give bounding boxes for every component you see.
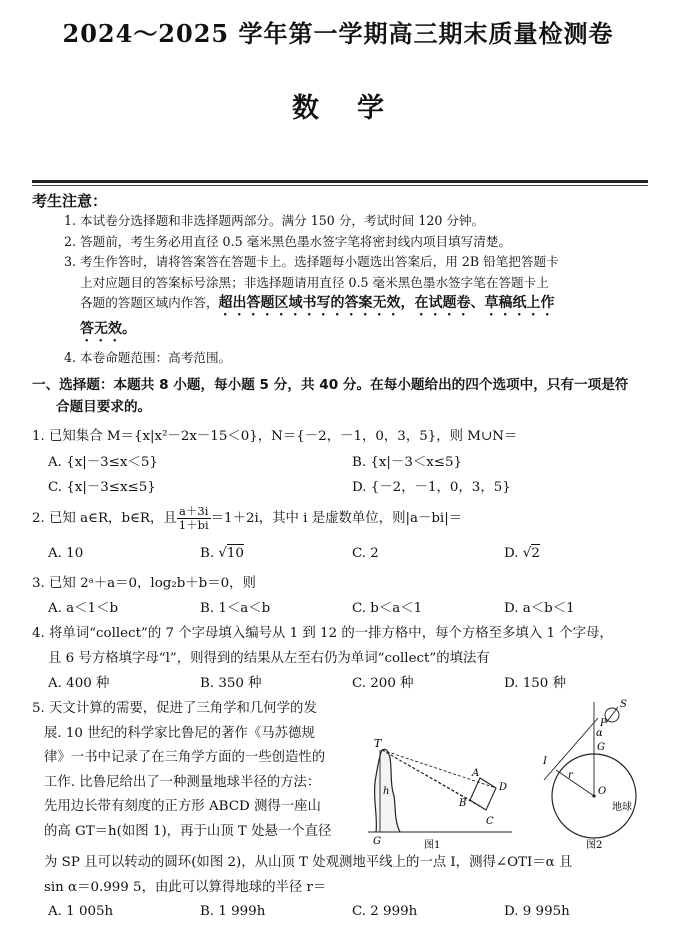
q3-option-c[interactable]: C. b＜a＜1	[352, 601, 423, 616]
label-alpha: α	[596, 728, 603, 739]
label-g: G	[373, 836, 381, 847]
q5-line: 5. 天文计算的需要，促进了三角学和几何学的发	[32, 701, 317, 716]
q2-option-b[interactable]: B. √10	[200, 546, 244, 561]
q2-stem-pre: 2. 已知 a∈R，b∈R，且	[32, 511, 177, 526]
q5-option-c[interactable]: C. 2 999h	[352, 904, 418, 919]
label-a: A	[472, 768, 480, 779]
label-g2: G	[597, 742, 605, 753]
q3-option-a[interactable]: A. a＜1＜b	[48, 601, 119, 616]
q4-option-b[interactable]: B. 350 种	[200, 676, 262, 691]
q2-fraction	[177, 505, 211, 532]
q2-stem-post: ＝1＋2i，其中 i 是虚数单位，则|a－bi|＝	[210, 511, 463, 526]
q5-option-b[interactable]: B. 1 999h	[200, 904, 266, 919]
label-o: O	[598, 786, 607, 797]
q5-option-a[interactable]: A. 1 005h	[48, 904, 114, 919]
center-o	[592, 794, 595, 797]
question-5-tail	[44, 851, 572, 900]
q2-option-d-radicand: 2	[531, 546, 540, 561]
label-s: S	[620, 699, 627, 710]
notice-item: 3. 考生作答时，请将答案答在答题卡上。选择题每小题选出答案后，用 2B 铅笔把答题卡	[64, 254, 559, 269]
subject-title: 数学	[292, 93, 422, 124]
q5-option-d[interactable]: D. 9 995h	[504, 904, 570, 919]
header-rule-thin	[32, 185, 648, 186]
q2-option-d-label: D.	[504, 546, 523, 561]
question-4-line1: 4. 将单词“collect”的 7 个字母填入编号从 1 到 12 的一排方格中，每个方格至多填入 1 个字母，	[32, 626, 613, 641]
question-4-line2: 且 6 号方格填字母“l”，则得到的结果从左至右仍为单词“collect”的填法有	[48, 651, 490, 666]
q2-denominator: 1＋bi	[178, 518, 209, 532]
q5-line: 的高 GT＝h(如图 1)，再于山顶 T 处悬一个直径	[44, 823, 332, 839]
label-r: r	[568, 770, 573, 781]
q5-line: 律》一书中记录了在三角学方面的一些创造性的	[44, 750, 326, 765]
q2-option-b-label: B.	[200, 546, 219, 561]
notice-item: 2. 答题前，考生务必用直径 0.5 毫米黑色墨水签字笔将密封线内项目填写清楚。	[64, 233, 512, 249]
label-earth: 地球	[612, 802, 632, 813]
notice-emphasis: 答无效。	[80, 321, 136, 337]
figure-2-earth	[524, 698, 652, 852]
q4-option-a[interactable]: A. 400 种	[48, 676, 110, 691]
radius-r	[556, 770, 594, 796]
header-rule-thick	[32, 180, 648, 183]
label-h: h	[383, 786, 390, 797]
label-b: B	[459, 798, 467, 809]
q5-line: 先用边长带有刻度的正方形 ABCD 测得一座山	[44, 799, 321, 814]
section-line: 合题目要求的。	[56, 399, 152, 415]
notice-text: 各题的答题区域内作答，	[80, 295, 219, 310]
notice-item	[64, 293, 654, 319]
question-3-stem: 3. 已知 2ᵃ＋a＝0，log₂b＋b＝0，则	[32, 576, 256, 591]
figure-1-mountain	[362, 736, 522, 852]
q3-option-d[interactable]: D. a＜b＜1	[504, 601, 575, 616]
question-1-stem: 1. 已知集合 M＝{x|x²－2x－15＜0}，N＝{－2，－1，0，3，5}，则 M∪N＝	[32, 429, 518, 444]
q3-option-b[interactable]: B. 1＜a＜b	[200, 601, 271, 616]
q2-option-d[interactable]: D. √2	[504, 546, 540, 561]
q1-option-b[interactable]: B. {x|－3＜x≤5}	[352, 455, 463, 470]
question-5-stem	[32, 697, 362, 844]
label-p: P	[600, 718, 607, 729]
q1-option-d[interactable]: D. {－2，－1，0，3，5}	[352, 480, 511, 495]
notice-item: 1. 本试卷分选择题和非选择题两部分。满分 150 分，考试时间 120 分钟。	[64, 213, 485, 228]
q5-line: 展. 10 世纪的科学家比鲁尼的著作《马苏德规	[44, 725, 315, 741]
q1-option-a[interactable]: A. {x|－3≤x＜5}	[48, 455, 158, 470]
sight-line-3	[382, 750, 470, 800]
q5-line: 工作. 比鲁尼给出了一种测量地球半径的方法：	[44, 774, 321, 790]
q1-option-c[interactable]: C. {x|－3≤x≤5}	[48, 480, 156, 495]
figure-2-caption: 图2	[586, 840, 603, 851]
notice-item: 4. 本卷命题范围：高考范围。	[64, 350, 232, 365]
exam-title: 2024～2025 学年第一学期高三期末质量检测卷	[62, 19, 614, 48]
notice-item: 上对应题目的答案标号涂黑；非选择题请用直径 0.5 毫米黑色墨水签字笔在答题卡上	[80, 274, 549, 290]
label-i: I	[543, 756, 547, 767]
q4-option-d[interactable]: D. 150 种	[504, 676, 566, 691]
section-heading	[32, 374, 652, 418]
figure-1-caption: 图1	[424, 840, 441, 851]
label-d: D	[499, 782, 508, 793]
q5-line: 为 SP 且可以转动的圆环(如图 2)，从山顶 T 处观测地平线上的一点 I，测得∠OTI＝α 且	[44, 855, 573, 870]
q2-option-b-radicand: 10	[226, 546, 244, 561]
question-2-stem	[32, 505, 462, 532]
square-abcd	[470, 778, 496, 810]
q2-numerator: a＋3i	[177, 505, 211, 519]
notice-heading: 考生注意：	[32, 192, 108, 210]
q4-option-c[interactable]: C. 200 种	[352, 676, 414, 691]
notice-emphasis: 超出答题区域书写的答案无效，在试题卷、草稿纸上作	[218, 295, 555, 311]
q2-option-a[interactable]: A. 10	[48, 546, 84, 561]
q5-line: sin α＝0.999 5，由此可以算得地球的半径 r＝	[44, 879, 327, 895]
notice-list	[64, 211, 654, 369]
notice-item	[64, 319, 654, 345]
label-c: C	[486, 816, 494, 827]
label-t: T	[374, 737, 382, 750]
q2-option-c[interactable]: C. 2	[352, 546, 379, 561]
section-line: 一、选择题：本题共 8 小题，每小题 5 分，共 40 分。在每小题给出的四个选项中，只有一项是符	[32, 377, 629, 393]
